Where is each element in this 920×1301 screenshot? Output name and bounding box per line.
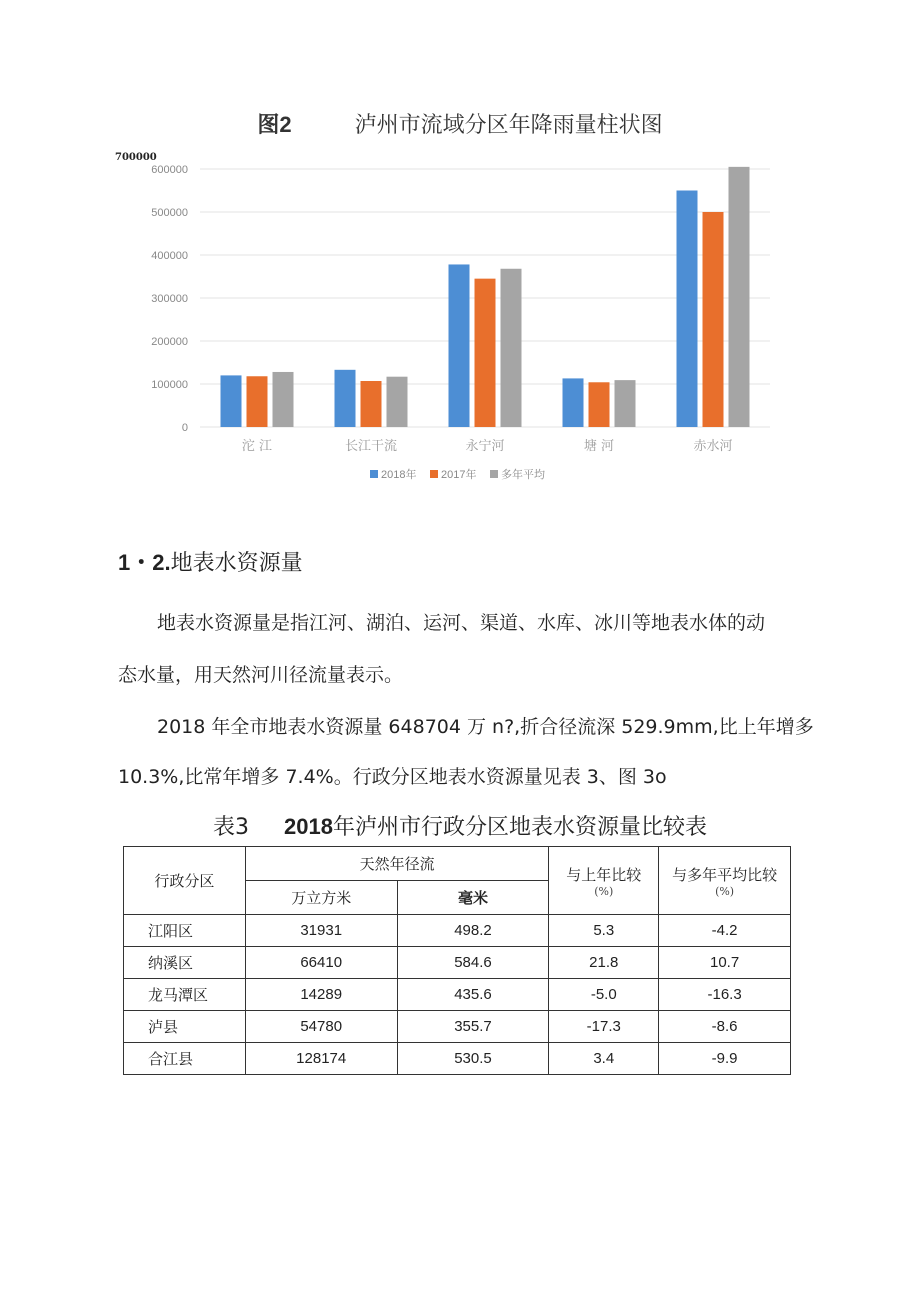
paragraph-2-line-2: 10.3%,比常年增多 7.4%。行政分区地表水资源量见表 3、图 3o bbox=[118, 766, 667, 788]
header-runoff: 天然年径流 bbox=[245, 847, 549, 881]
compare-last-year-cell: -17.3 bbox=[549, 1011, 659, 1043]
paragraph-1-line-2: 态水量，用天然河川径流量表示。 bbox=[118, 664, 404, 686]
y-tick-label: 0 bbox=[181, 422, 188, 434]
x-category-label: 永宁河 bbox=[465, 439, 505, 454]
legend-label: 多年平均 bbox=[501, 469, 545, 481]
y-tick-label: 100000 bbox=[151, 379, 188, 391]
runoff-depth-cell: 435.6 bbox=[397, 979, 549, 1011]
header-compare-last-unit: (%) bbox=[594, 884, 614, 898]
y-tick-label: 600000 bbox=[151, 164, 188, 176]
runoff-volume-cell: 66410 bbox=[245, 947, 397, 979]
header-unit-depth: 毫米 bbox=[397, 881, 549, 915]
table-header-row bbox=[124, 847, 791, 881]
x-category-label: 沱 江 bbox=[241, 439, 273, 454]
y-tick-label: 200000 bbox=[151, 336, 188, 348]
runoff-volume-cell: 128174 bbox=[245, 1043, 397, 1075]
legend-swatch bbox=[370, 470, 378, 478]
compare-last-year-cell: 3.4 bbox=[549, 1043, 659, 1075]
y-axis-top-label: 700000 bbox=[115, 152, 157, 163]
compare-last-year-cell: 5.3 bbox=[549, 915, 659, 947]
section-heading bbox=[118, 546, 303, 577]
compare-last-year-cell: -5.0 bbox=[549, 979, 659, 1011]
bar-average bbox=[615, 380, 636, 427]
runoff-table bbox=[123, 846, 791, 1075]
compare-average-cell: -4.2 bbox=[659, 915, 791, 947]
section-title: 地表水资源量 bbox=[170, 551, 303, 576]
table-label: 表3 bbox=[213, 815, 250, 840]
district-name-cell: 江阳区 bbox=[124, 915, 246, 947]
table-title bbox=[0, 810, 920, 841]
paragraph-2-line-1: 2018 年全市地表水资源量 648704 万 n?,折合径流深 529.9mm,比上年增多 bbox=[157, 716, 814, 738]
legend-label: 2017年 bbox=[441, 469, 477, 481]
compare-average-cell: -16.3 bbox=[659, 979, 791, 1011]
runoff-volume-cell: 54780 bbox=[245, 1011, 397, 1043]
bar-2018 bbox=[221, 375, 242, 427]
bar-average bbox=[387, 377, 408, 427]
compare-last-year-cell: 21.8 bbox=[549, 947, 659, 979]
y-tick-label: 500000 bbox=[151, 207, 188, 219]
header-unit-volume: 万立方米 bbox=[245, 881, 397, 915]
compare-average-cell: 10.7 bbox=[659, 947, 791, 979]
bar-2017 bbox=[247, 376, 268, 427]
table-title-year: 2018 bbox=[284, 814, 333, 839]
runoff-depth-cell: 498.2 bbox=[397, 915, 549, 947]
bar-2018 bbox=[563, 378, 584, 427]
bar-2018 bbox=[677, 191, 698, 428]
runoff-depth-cell: 584.6 bbox=[397, 947, 549, 979]
header-compare-average-label: 与多年平均比较 bbox=[672, 865, 778, 884]
table-body bbox=[124, 915, 791, 1075]
table-row bbox=[124, 947, 791, 979]
header-compare-last-year bbox=[549, 847, 659, 915]
runoff-depth-cell: 530.5 bbox=[397, 1043, 549, 1075]
figure-label: 图2 bbox=[257, 112, 292, 137]
x-category-label: 长江干流 bbox=[344, 439, 398, 454]
header-compare-last-label: 与上年比较 bbox=[566, 865, 642, 884]
bar-2018 bbox=[335, 370, 356, 427]
table-row bbox=[124, 979, 791, 1011]
bar-average bbox=[273, 372, 294, 427]
section-number: 1・2. bbox=[118, 550, 171, 575]
y-tick-label: 400000 bbox=[151, 250, 188, 262]
table-row bbox=[124, 915, 791, 947]
y-tick-label: 300000 bbox=[151, 293, 188, 305]
header-district: 行政分区 bbox=[124, 847, 246, 915]
x-category-label: 赤水河 bbox=[693, 439, 733, 454]
district-name-cell: 龙马潭区 bbox=[124, 979, 246, 1011]
compare-average-cell: -8.6 bbox=[659, 1011, 791, 1043]
bar-2017 bbox=[703, 212, 724, 427]
header-compare-average bbox=[659, 847, 791, 915]
legend-label: 2018年 bbox=[381, 469, 417, 481]
district-name-cell: 泸县 bbox=[124, 1011, 246, 1043]
header-compare-average-unit: (%) bbox=[715, 884, 735, 898]
legend-swatch bbox=[490, 470, 498, 478]
district-name-cell: 合江县 bbox=[124, 1043, 246, 1075]
figure-title-text: 泸州市流域分区年降雨量柱状图 bbox=[354, 113, 663, 138]
runoff-depth-cell: 355.7 bbox=[397, 1011, 549, 1043]
figure-title bbox=[0, 108, 920, 139]
runoff-volume-cell: 14289 bbox=[245, 979, 397, 1011]
bar-average bbox=[729, 167, 750, 427]
bar-average bbox=[501, 269, 522, 427]
district-name-cell: 纳溪区 bbox=[124, 947, 246, 979]
runoff-volume-cell: 31931 bbox=[245, 915, 397, 947]
x-category-label: 塘 河 bbox=[583, 439, 615, 454]
table-row bbox=[124, 1011, 791, 1043]
rainfall-bar-chart bbox=[105, 148, 795, 493]
compare-average-cell: -9.9 bbox=[659, 1043, 791, 1075]
bar-2017 bbox=[475, 279, 496, 427]
legend-swatch bbox=[430, 470, 438, 478]
table-title-text: 年泸州市行政分区地表水资源量比较表 bbox=[332, 815, 707, 840]
table-row bbox=[124, 1043, 791, 1075]
bar-2017 bbox=[361, 381, 382, 427]
bar-2017 bbox=[589, 382, 610, 427]
bar-2018 bbox=[449, 264, 470, 427]
paragraph-1-line-1: 地表水资源量是指江河、湖泊、运河、渠道、水库、冰川等地表水体的动 bbox=[157, 612, 766, 634]
